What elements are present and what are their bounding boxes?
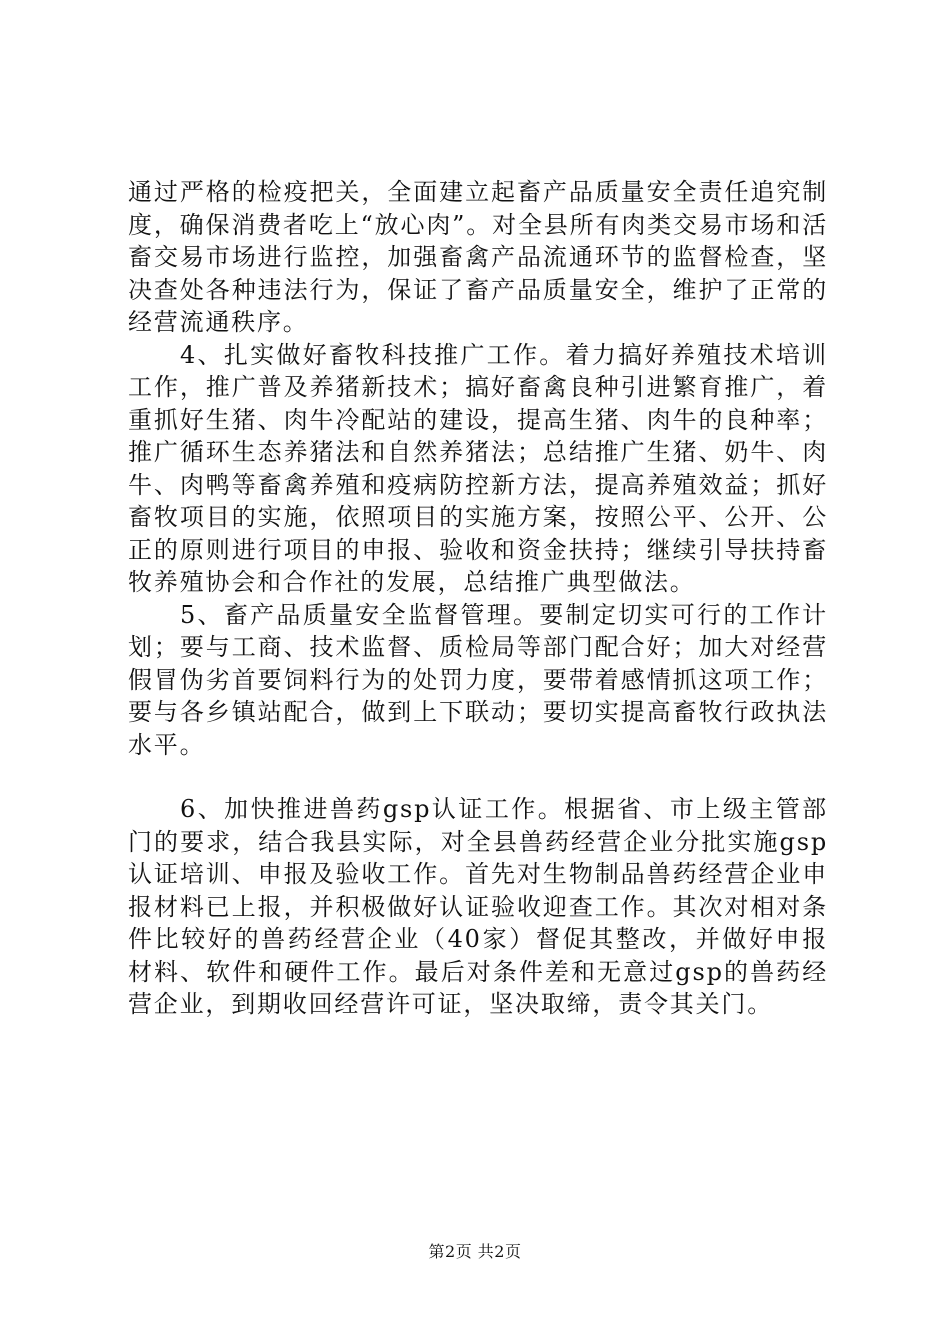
paragraph-item-5: 5、畜产品质量安全监督管理。要制定切实可行的工作计划；要与工商、技术监督、质检局等部门配合好；加大对经营假冒伪劣首要饲料行为的处罚力度，要带着感情抓这项工作；要与各乡镇站配合，做到上下联动；要切实提高畜牧行政执法水平。 bbox=[128, 600, 828, 759]
document-body bbox=[128, 176, 828, 1021]
paragraph-item-6: 6、加快推进兽药gsp认证工作。根据省、市上级主管部门的要求，结合我县实际，对全县兽药经营企业分批实施gsp认证培训、申报及验收工作。首先对生物制品兽药经营企业申报材料已上报，并积极做好认证验收迎查工作。其次对相对条件比较好的兽药经营企业（40家）督促其整改，并做好申报材料、软件和硬件工作。最后对条件差和无意过gsp的兽药经营企业，到期收回经营许可证，坚决取缔，责令其关门。 bbox=[128, 795, 828, 1018]
paragraph-item-4: 4、扎实做好畜牧科技推广工作。着力搞好养殖技术培训工作，推广普及养猪新技术；搞好畜禽良种引进繁育推广，着重抓好生猪、肉牛冷配站的建设，提高生猪、肉牛的良种率；推广循环生态养猪法和自然养猪法；总结推广生猪、奶牛、肉牛、肉鸭等畜禽养殖和疫病防控新方法，提高养殖效益；抓好畜牧项目的实施，依照项目的实施方案，按照公平、公开、公正的原则进行项目的申报、验收和资金扶持；继续引导扶持畜牧养殖协会和合作社的发展，总结推广典型做法。 bbox=[128, 340, 828, 596]
page-footer: 第2页 共2页 bbox=[428, 1242, 522, 1261]
paragraph-continuation: 通过严格的检疫把关，全面建立起畜产品质量安全责任追究制度，确保消费者吃上“放心肉”。对全县所有肉类交易市场和活畜交易市场进行监控，加强畜禽产品流通环节的监督检查，坚决查处各种违法行为，保证了畜产品质量安全，维护了正常的经营流通秩序。 bbox=[128, 178, 828, 336]
paragraph-spacer bbox=[128, 761, 828, 793]
